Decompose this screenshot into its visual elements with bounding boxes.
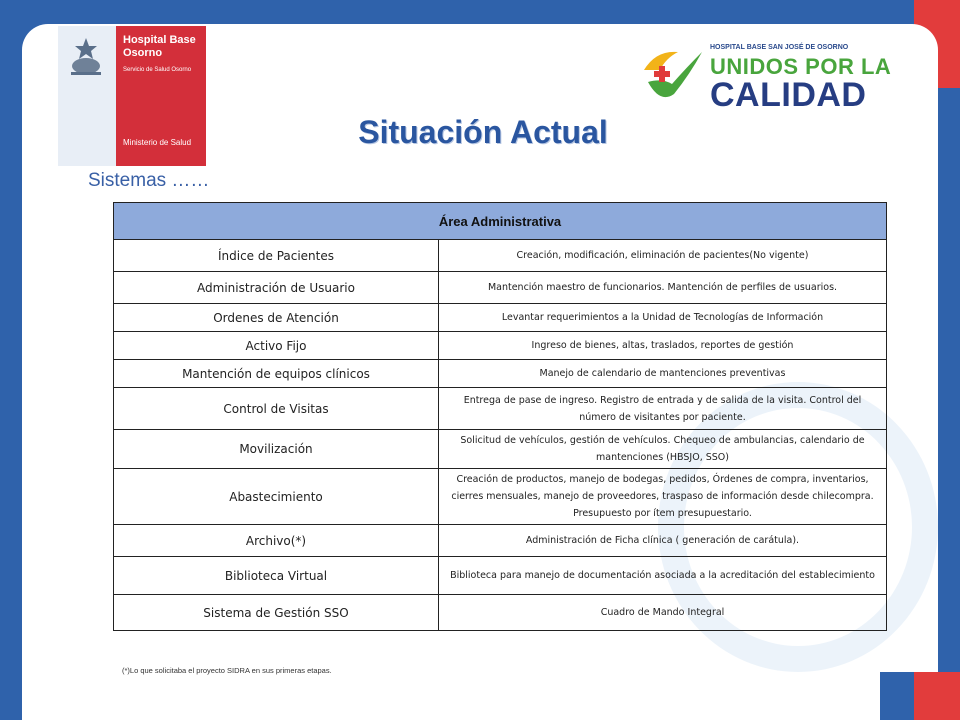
- system-description-cell: Mantención maestro de funcionarios. Mantención de perfiles de usuarios.: [439, 272, 887, 304]
- decor-bar-red-bottom: [914, 672, 960, 720]
- quality-logo-header: HOSPITAL BASE SAN JOSÉ DE OSORNO: [710, 44, 849, 51]
- system-name-cell: Control de Visitas: [114, 388, 439, 430]
- quality-logo-line2: CALIDAD: [710, 76, 867, 114]
- systems-table: [113, 202, 887, 631]
- system-name-cell: Biblioteca Virtual: [114, 557, 439, 595]
- ministry-name: Ministerio de Salud: [123, 138, 192, 147]
- table-row: [114, 525, 887, 557]
- system-description-cell: Administración de Ficha clínica ( generación de carátula).: [439, 525, 887, 557]
- system-name-cell: Mantención de equipos clínicos: [114, 360, 439, 388]
- system-description-cell: Entrega de pase de ingreso. Registro de entrada y de salida de la visita. Control del número de visitantes por paciente.: [439, 388, 887, 430]
- quality-logo-line1: UNIDOS POR LA: [710, 54, 892, 79]
- system-description-cell: Ingreso de bienes, altas, traslados, reportes de gestión: [439, 332, 887, 360]
- system-description-cell: Creación de productos, manejo de bodegas, pedidos, Órdenes de compra, inventarios, cierres mensuales, manejo de proveedores, traspaso de información desde chilecompra. Presupuesto por ítem presupuestario.: [439, 469, 887, 525]
- table-header: Área Administrativa: [114, 203, 887, 240]
- quality-checkmark-icon: [640, 44, 706, 110]
- system-name-cell: Índice de Pacientes: [114, 240, 439, 272]
- table-row: [114, 430, 887, 469]
- chile-crest-icon: [63, 34, 109, 80]
- hospital-subtitle: Servicio de Salud Osorno: [123, 67, 192, 73]
- table-row: [114, 332, 887, 360]
- table-row: [114, 469, 887, 525]
- quality-logo: [640, 38, 892, 116]
- system-description-cell: Biblioteca para manejo de documentación asociada a la acreditación del establecimiento: [439, 557, 887, 595]
- footnote: (*)Lo que solicitaba el proyecto SIDRA en sus primeras etapas.: [122, 666, 332, 675]
- table-row: [114, 360, 887, 388]
- system-description-cell: Manejo de calendario de mantenciones preventivas: [439, 360, 887, 388]
- decor-bar-blue-bottom: [880, 672, 916, 720]
- system-name-cell: Activo Fijo: [114, 332, 439, 360]
- table-row: [114, 595, 887, 631]
- system-name-cell: Movilización: [114, 430, 439, 469]
- hospital-name: Hospital Base Osorno: [123, 34, 196, 59]
- system-name-cell: Abastecimiento: [114, 469, 439, 525]
- table-row: [114, 240, 887, 272]
- system-name-cell: Administración de Usuario: [114, 272, 439, 304]
- system-description-cell: Cuadro de Mando Integral: [439, 595, 887, 631]
- system-description-cell: Levantar requerimientos a la Unidad de Tecnologías de Información: [439, 304, 887, 332]
- table-row: [114, 304, 887, 332]
- table-body: [114, 240, 887, 631]
- system-name-cell: Archivo(*): [114, 525, 439, 557]
- table-row: [114, 272, 887, 304]
- system-name-cell: Ordenes de Atención: [114, 304, 439, 332]
- system-name-cell: Sistema de Gestión SSO: [114, 595, 439, 631]
- table-row: [114, 388, 887, 430]
- system-description-cell: Creación, modificación, eliminación de pacientes(No vigente): [439, 240, 887, 272]
- section-subtitle: Sistemas ……: [88, 170, 210, 191]
- system-description-cell: Solicitud de vehículos, gestión de vehículos. Chequeo de ambulancias, calendario de mantenciones (HBSJO, SSO): [439, 430, 887, 469]
- page-title: Situación Actual: [358, 114, 608, 150]
- table-row: [114, 557, 887, 595]
